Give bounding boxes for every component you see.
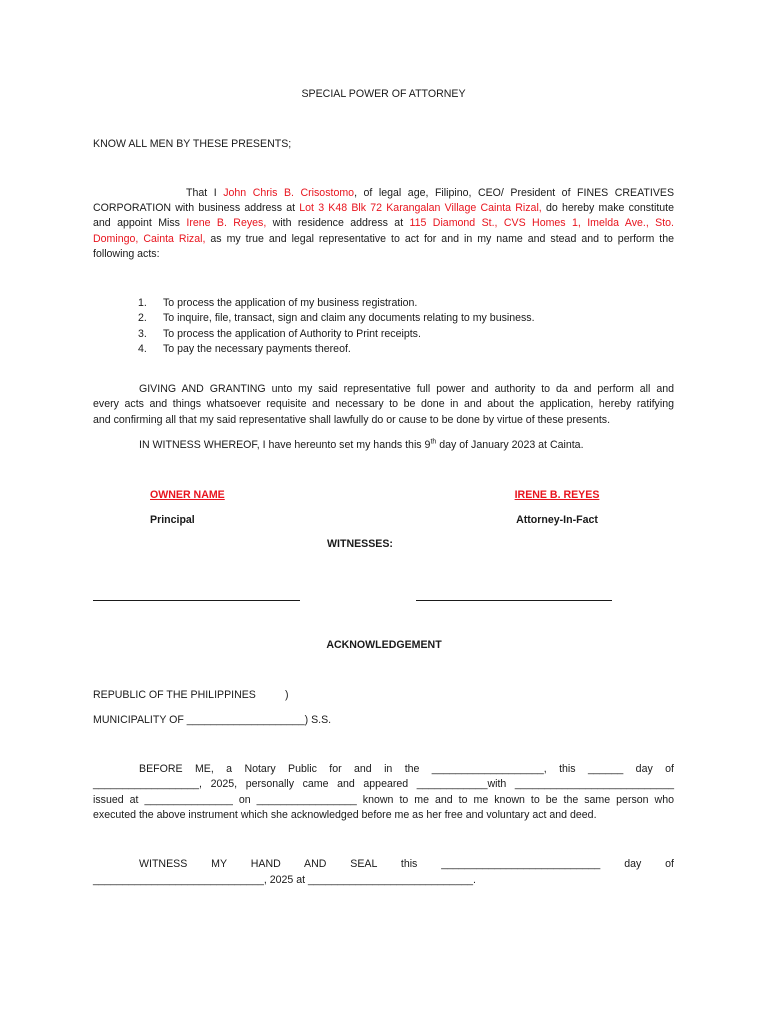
granting-line-2: every acts and things whatsoever requisite and necessary to be done in and about the application, hereby ratifying: [93, 398, 674, 410]
list-text: To pay the necessary payments thereof.: [163, 343, 351, 355]
principal-label: Principal: [150, 514, 195, 526]
intro-text: and appoint Miss: [93, 217, 187, 229]
intro-text: That I: [186, 187, 224, 199]
witness-signature-line-right: [416, 600, 612, 601]
list-text: To process the application of Authority to Print receipts.: [163, 328, 421, 340]
list-item: [138, 296, 417, 311]
intro-line-1: [186, 186, 674, 201]
intro-line-5: following acts:: [93, 248, 160, 260]
witness-whereof: [139, 438, 674, 453]
list-text: To process the application of my business registration.: [163, 297, 418, 309]
witnesses-label: WITNESSES:: [327, 538, 393, 550]
salutation: KNOW ALL MEN BY THESE PRESENTS;: [93, 138, 292, 150]
intro-line-4: [93, 232, 674, 247]
list-number: 2.: [138, 312, 147, 324]
list-number: 3.: [138, 328, 147, 340]
attorney-name-signature: IRENE B. REYES: [514, 489, 600, 501]
granting-line-3: and confirming all that my said representative shall lawfully do or cause to be done by virtue of these presents.: [93, 414, 611, 426]
principal-name: John Chris B. Crisostomo: [223, 187, 355, 199]
witness-hand-line-1: WITNESS MY HAND AND SEAL this ___________________________ day of: [139, 858, 674, 870]
witness-hand-line-2: _____________________________, 2025 at ____________________________.: [93, 874, 476, 886]
acknowledgement-heading: ACKNOWLEDGEMENT: [326, 639, 442, 651]
before-me-line-1: BEFORE ME, a Notary Public for and in the ___________________, this ______ day of: [139, 763, 674, 775]
witness-text: IN WITNESS WHEREOF, I have hereunto set my hands this 9: [139, 439, 431, 451]
ordinal-suffix: th: [430, 438, 437, 446]
list-item: [138, 342, 351, 357]
intro-text: as my true and legal representative to act for and in my name and stead and to perform the: [205, 233, 675, 245]
witness-text: day of January 2023 at Cainta.: [436, 439, 584, 451]
witness-signature-line-left: [93, 600, 300, 601]
intro-text: CORPORATION with business address at: [93, 202, 300, 214]
list-number: 4.: [138, 343, 147, 355]
intro-text: do hereby make constitute: [541, 202, 674, 214]
list-text: To inquire, file, transact, sign and claim any documents relating to my business.: [163, 312, 535, 324]
republic-paren: ): [285, 689, 289, 701]
business-address: Lot 3 K48 Blk 72 Karangalan Village Cainta Rizal,: [299, 202, 542, 214]
list-item: [138, 327, 421, 342]
granting-line-1: GIVING AND GRANTING unto my said representative full power and authority to da and perform all and: [139, 383, 674, 395]
municipality-line: MUNICIPALITY OF ____________________) S.S.: [93, 714, 332, 726]
before-me-line-4: executed the above instrument which she acknowledged before me as her free and voluntary act and deed.: [93, 809, 597, 821]
intro-line-2: [93, 201, 674, 216]
residence-address-part-1: 115 Diamond St., CVS Homes 1, Imelda Ave., Sto.: [409, 217, 674, 229]
before-me-line-3: issued at _______________ on _________________ known to me and to me known to be the same person who: [93, 794, 674, 806]
attorney-name-inline: Irene B. Reyes,: [186, 217, 267, 229]
republic-line: REPUBLIC OF THE PHILIPPINES: [93, 689, 256, 701]
owner-name-placeholder: OWNER NAME: [150, 489, 225, 501]
before-me-line-2: __________________, 2025, personally came and appeared ____________with ___________________________: [93, 778, 674, 790]
intro-text: with residence address at: [266, 217, 410, 229]
intro-line-3: [93, 216, 674, 231]
residence-address-part-2: Domingo, Cainta Rizal,: [93, 233, 206, 245]
list-item: [138, 311, 535, 326]
list-number: 1.: [138, 297, 147, 309]
attorney-in-fact-label: Attorney-In-Fact: [516, 514, 598, 526]
document-title: SPECIAL POWER OF ATTORNEY: [301, 88, 466, 100]
intro-text: , of legal age, Filipino, CEO/ President of FINES CREATIVES: [354, 187, 675, 199]
